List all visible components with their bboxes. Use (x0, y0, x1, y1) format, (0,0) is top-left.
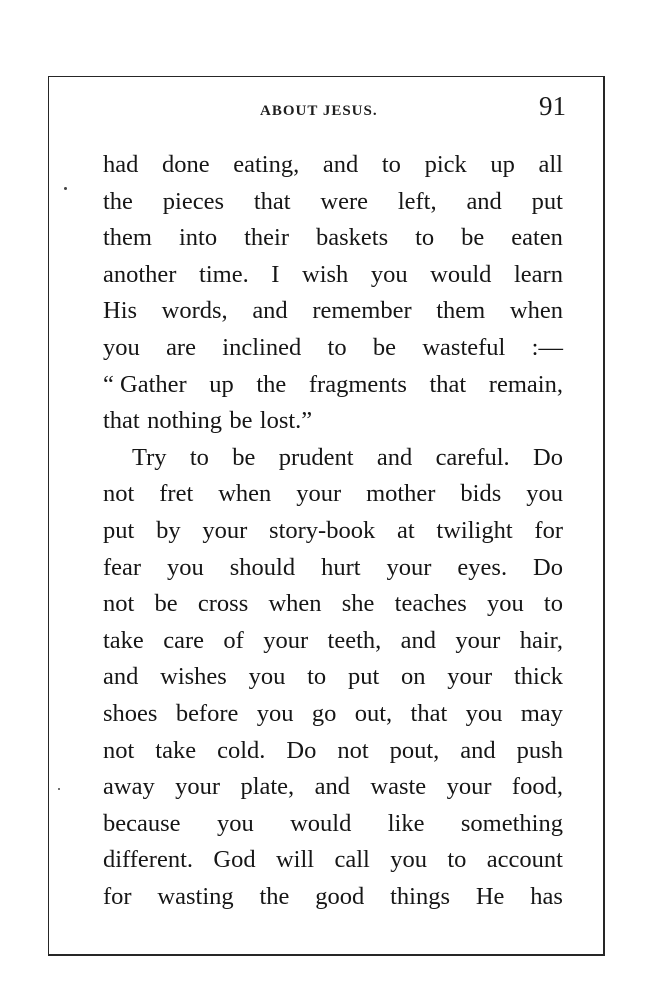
word: time. (199, 260, 249, 288)
word: thick (513, 663, 563, 691)
word: eaten (511, 224, 563, 252)
word: had (103, 151, 139, 178)
running-title: ABOUT JESUS. (260, 103, 378, 119)
word: away (103, 773, 155, 801)
word: and (322, 151, 359, 178)
word: before (175, 699, 239, 727)
text-line (103, 403, 563, 440)
word: are (166, 333, 196, 361)
word: inclined (222, 333, 302, 361)
word: cold. (217, 736, 266, 764)
word: bids (460, 480, 502, 508)
word: not (103, 480, 135, 508)
word: to (381, 151, 401, 178)
word: remain, (488, 370, 563, 398)
text-line (103, 733, 563, 770)
word: waste (370, 773, 427, 801)
word: care (163, 626, 204, 654)
word: mother (366, 480, 436, 508)
word: and (314, 773, 350, 801)
word: at (396, 516, 415, 544)
word: not (103, 590, 135, 618)
text-line (103, 257, 563, 294)
word: hair, (519, 626, 563, 654)
word: to (415, 224, 435, 252)
word: account (486, 846, 563, 874)
word: wasting (157, 882, 234, 910)
word: that (253, 187, 291, 215)
text-line (103, 806, 563, 843)
word: another (103, 260, 177, 288)
word: Do (533, 553, 563, 581)
word: take (155, 736, 197, 764)
word: learn (513, 260, 563, 288)
word: and (400, 626, 437, 654)
word: He (475, 882, 505, 910)
text-line (103, 623, 563, 660)
paragraph (103, 440, 563, 916)
text-line (103, 696, 563, 733)
word: to (447, 846, 467, 874)
word: has (530, 882, 563, 910)
word: and (460, 736, 496, 764)
word: she (341, 590, 375, 618)
word: and (376, 443, 413, 471)
word: when (268, 590, 322, 618)
word: :— (531, 333, 563, 361)
word: up (490, 151, 515, 178)
word: to (327, 333, 347, 361)
word: eating, (233, 151, 300, 178)
word: and (466, 187, 502, 215)
word: fragments (308, 370, 407, 398)
word: like (387, 809, 425, 837)
word: lost.” (259, 407, 313, 435)
word: Do (533, 443, 563, 471)
word: for (103, 882, 132, 910)
body-text (103, 147, 563, 915)
word: be (229, 407, 253, 435)
word: story-book (269, 516, 376, 544)
word: to (189, 443, 209, 471)
word: food, (511, 773, 563, 801)
text-line (103, 220, 563, 257)
word: on (401, 663, 426, 691)
text-line (103, 513, 563, 550)
word: you (103, 333, 140, 361)
paragraph (103, 147, 563, 440)
word: because (103, 809, 181, 837)
word: something (460, 809, 563, 837)
print-speck (58, 788, 60, 790)
word: for (534, 516, 563, 544)
word: you (167, 553, 204, 581)
text-line (103, 476, 563, 513)
word: your (296, 480, 342, 508)
word: wishes (160, 663, 227, 691)
print-speck (64, 187, 67, 190)
text-line (103, 147, 563, 184)
word: shoes (103, 699, 158, 727)
word: of (223, 626, 244, 654)
word: you (370, 260, 408, 288)
word: you (390, 846, 427, 874)
text-line (103, 330, 563, 367)
word: call (334, 846, 370, 874)
page-number: 91 (539, 91, 566, 121)
word: eyes. (457, 553, 508, 581)
word: teeth, (327, 626, 382, 654)
text-line (103, 440, 563, 477)
word: and (252, 297, 288, 325)
text-line (103, 842, 563, 879)
word: put (103, 516, 135, 544)
word: go (311, 699, 337, 727)
word: when (509, 297, 563, 325)
word: be (154, 590, 178, 618)
word: your (202, 516, 248, 544)
word: baskets (315, 224, 389, 252)
word: fear (103, 553, 142, 581)
word: careful. (435, 443, 510, 471)
word: plate, (240, 773, 295, 801)
word: put (531, 187, 563, 215)
text-line (103, 879, 563, 916)
text-line (103, 367, 563, 404)
word: should (229, 553, 296, 581)
word: when (218, 480, 272, 508)
word: wish (302, 260, 349, 288)
text-line (103, 550, 563, 587)
word: you (216, 809, 254, 837)
word: pout, (389, 736, 440, 764)
word: I (271, 260, 280, 288)
word: not (103, 736, 135, 764)
word: hurt (321, 553, 361, 581)
word: be (461, 224, 485, 252)
text-line (103, 293, 563, 330)
word: “ Gather (103, 370, 187, 398)
word: to (543, 590, 563, 618)
word: may (520, 699, 563, 727)
word: the (259, 882, 290, 910)
word: your (447, 663, 493, 691)
word: all (538, 151, 563, 178)
word: cross (197, 590, 249, 618)
word: that (429, 370, 467, 398)
word: would (290, 809, 352, 837)
word: not (337, 736, 369, 764)
word: to (307, 663, 327, 691)
word: their (244, 224, 289, 252)
word: remember (312, 297, 412, 325)
text-line (103, 184, 563, 221)
word: them (436, 297, 486, 325)
word: you (256, 699, 294, 727)
word: words, (161, 297, 228, 325)
word: the (103, 187, 133, 215)
word: the (256, 370, 287, 398)
word: things (390, 882, 451, 910)
word: Do (286, 736, 317, 764)
word: your (263, 626, 309, 654)
word: put (347, 663, 380, 691)
word: your (446, 773, 492, 801)
word: God (213, 846, 256, 874)
word: your (386, 553, 432, 581)
word: up (209, 370, 234, 398)
word: left, (397, 187, 437, 215)
word: you (465, 699, 503, 727)
word: were (320, 187, 368, 215)
word: nothing (147, 407, 222, 435)
word: good (315, 882, 365, 910)
word: you (248, 663, 286, 691)
word: that (410, 699, 448, 727)
word: push (516, 736, 563, 764)
word: prudent (278, 443, 354, 471)
word: teaches (394, 590, 467, 618)
word: your (175, 773, 221, 801)
text-line (103, 769, 563, 806)
word: that (103, 407, 140, 435)
word: them (103, 224, 152, 252)
text-line (103, 586, 563, 623)
word: Try (132, 443, 167, 471)
word: take (103, 626, 144, 654)
word: twilight (436, 516, 513, 544)
word: you (526, 480, 563, 508)
word: and (103, 663, 139, 691)
word: fret (159, 480, 194, 508)
word: by (156, 516, 181, 544)
word: be (372, 333, 397, 361)
word: into (178, 224, 218, 252)
word: would (430, 260, 492, 288)
word: be (232, 443, 256, 471)
word: you (486, 590, 524, 618)
word: pick (424, 151, 467, 178)
word: will (275, 846, 315, 874)
word: out, (354, 699, 393, 727)
word: your (455, 626, 501, 654)
word: wasteful (422, 333, 506, 361)
word: done (162, 151, 210, 178)
text-line (103, 659, 563, 696)
word: His (103, 297, 138, 325)
word: different. (103, 846, 194, 874)
word: pieces (162, 187, 224, 215)
